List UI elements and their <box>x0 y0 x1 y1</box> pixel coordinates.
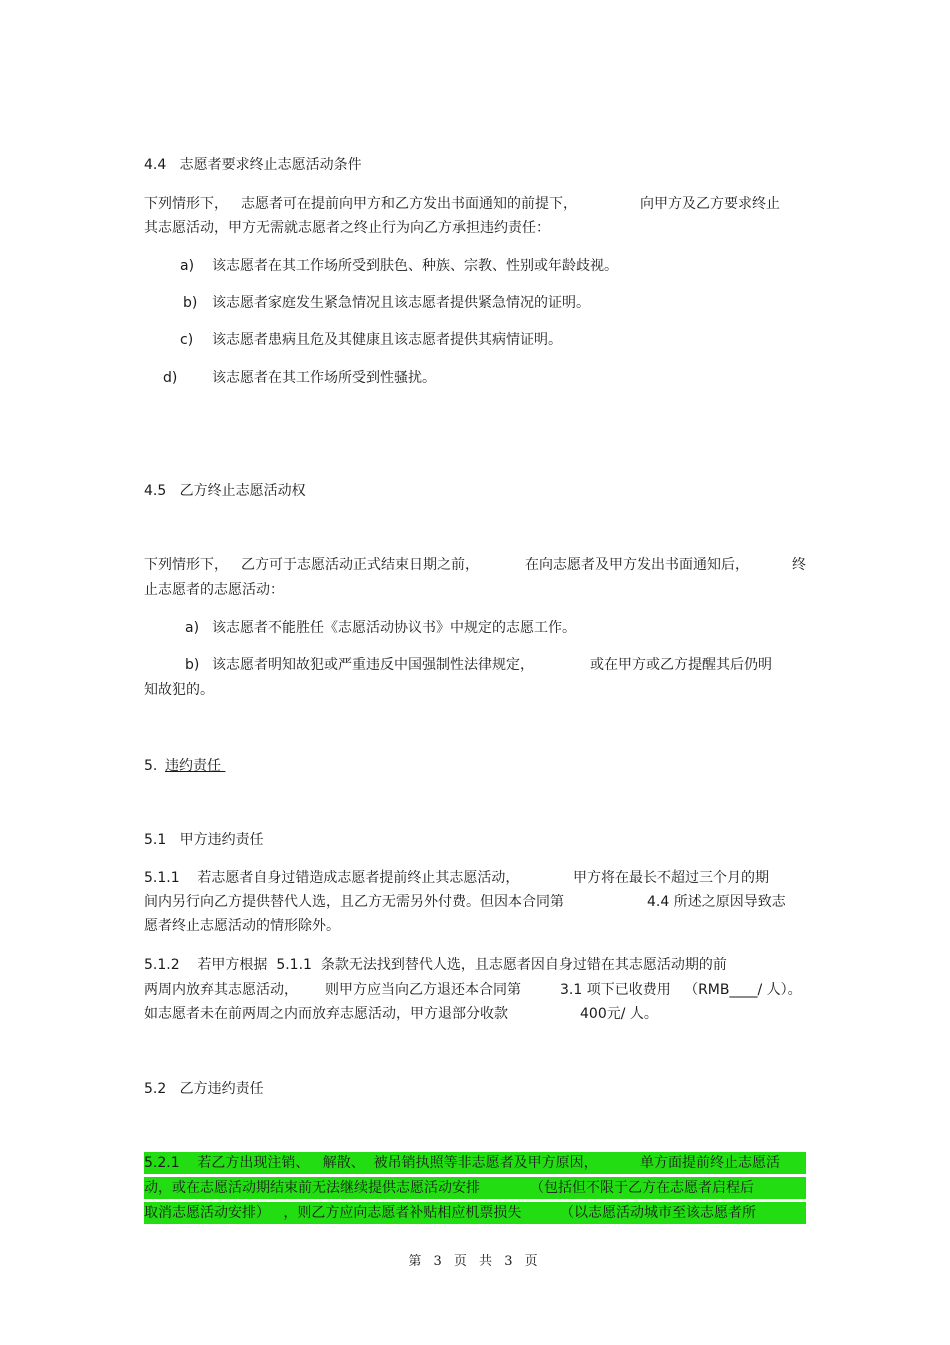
list-item <box>0 330 950 350</box>
list-text: 或在甲方或乙方提醒其后仍明 <box>590 657 772 673</box>
paragraph-segment: 400元/ 人。 <box>580 1006 658 1022</box>
paragraph-5-2-1-line-3 <box>0 1203 950 1223</box>
section-4-5-heading: 4.5 乙方终止志愿活动权 <box>144 483 306 499</box>
paragraph-segment: 3.1 项下已收费用 （RMB____/ 人）。 <box>560 982 802 998</box>
intro-segment: 乙方可于志愿活动正式结束日期之前， <box>241 557 479 573</box>
paragraph-segment: 5.2.1 若乙方出现注销、 解散、 被吊销执照等非志愿者及甲方原因， <box>144 1155 598 1171</box>
list-marker: a) <box>185 620 200 636</box>
paragraph-5-1-2-line-1: 5.1.2 若甲方根据 5.1.1 条款无法找到替代人选，且志愿者因自身过错在其志愿活动期的前 <box>144 957 727 973</box>
intro-segment: 下列情形下， <box>144 557 228 573</box>
list-marker: a) <box>180 258 195 274</box>
paragraph-segment: 两周内放弃其志愿活动， <box>144 982 298 998</box>
paragraph-segment: 间内另行向乙方提供替代人选，且乙方无需另外付费。但因本合同第 <box>144 894 564 910</box>
paragraph-segment: 5.1.1 若志愿者自身过错造成志愿者提前终止其志愿活动， <box>144 870 520 886</box>
paragraph-5-1-1-line-2 <box>0 892 950 912</box>
list-text: 该志愿者明知故犯或严重违反中国强制性法律规定， <box>212 657 534 673</box>
list-text: 该志愿者在其工作场所受到性骚扰。 <box>212 370 436 386</box>
paragraph-segment: 4.4 所述之原因导致志 <box>647 894 786 910</box>
list-item <box>0 256 950 276</box>
section-4-4-intro-line-2: 其志愿活动，甲方无需就志愿者之终止行为向乙方承担违约责任： <box>144 220 550 236</box>
list-text: 该志愿者在其工作场所受到肤色、种族、宗教、性别或年龄歧视。 <box>212 258 618 274</box>
paragraph-segment: 单方面提前终止志愿活 <box>640 1155 780 1171</box>
list-marker: d) <box>163 370 178 386</box>
list-item <box>0 618 950 638</box>
paragraph-5-1-1-line-1 <box>0 868 950 888</box>
section-5-heading <box>0 756 950 776</box>
list-marker: c) <box>180 332 194 348</box>
list-marker: b) <box>183 295 198 311</box>
paragraph-5-1-1-line-3: 愿者终止志愿活动的情形除外。 <box>144 918 340 934</box>
intro-segment: 下列情形下， <box>144 196 228 212</box>
paragraph-segment: 甲方将在最长不超过三个月的期 <box>573 870 769 886</box>
list-text: 该志愿者患病且危及其健康且该志愿者提供其病情证明。 <box>212 332 562 348</box>
paragraph-5-2-1-line-1 <box>0 1153 950 1173</box>
paragraph-segment: 动，或在志愿活动期结束前无法继续提供志愿活动安排 <box>144 1180 480 1196</box>
paragraph-segment: 如志愿者未在前两周之内而放弃志愿活动，甲方退部分收款 <box>144 1006 508 1022</box>
list-item <box>0 368 950 388</box>
section-number: 5. <box>144 758 158 774</box>
list-item-continuation: 知故犯的。 <box>144 682 214 698</box>
list-item <box>0 655 950 675</box>
section-4-5-intro-line-1 <box>0 555 950 575</box>
paragraph-5-2-1-line-2 <box>0 1178 950 1198</box>
section-5-2-heading: 5.2 乙方违约责任 <box>144 1081 264 1097</box>
paragraph-segment: （包括但不限于乙方在志愿者启程后 <box>530 1180 754 1196</box>
paragraph-segment: 取消志愿活动安排） ，则乙方应向志愿者补贴相应机票损失 <box>144 1205 522 1221</box>
list-text: 该志愿者不能胜任《志愿活动协议书》中规定的志愿工作。 <box>212 620 576 636</box>
section-4-5-intro-line-2: 止志愿者的志愿活动： <box>144 582 284 598</box>
intro-segment: 向甲方及乙方要求终止 <box>640 196 780 212</box>
paragraph-segment: （以志愿活动城市至该志愿者所 <box>560 1205 756 1221</box>
paragraph-5-1-2-line-3 <box>0 1004 950 1024</box>
section-title: 违约责任 <box>165 758 226 774</box>
page-number-footer: 第 3 页 共 3 页 <box>408 1254 542 1269</box>
section-5-1-heading: 5.1 甲方违约责任 <box>144 832 264 848</box>
paragraph-segment: 则甲方应当向乙方退还本合同第 <box>325 982 521 998</box>
intro-segment: 终 <box>792 557 806 573</box>
paragraph-5-1-2-line-2 <box>0 980 950 1000</box>
intro-segment: 在向志愿者及甲方发出书面通知后， <box>525 557 749 573</box>
list-item <box>0 293 950 313</box>
list-marker: b) <box>185 657 200 673</box>
section-4-4-intro-line-1 <box>0 194 950 214</box>
section-4-4-heading: 4.4 志愿者要求终止志愿活动条件 <box>144 157 362 173</box>
intro-segment: 志愿者可在提前向甲方和乙方发出书面通知的前提下， <box>241 196 577 212</box>
list-text: 该志愿者家庭发生紧急情况且该志愿者提供紧急情况的证明。 <box>212 295 590 311</box>
